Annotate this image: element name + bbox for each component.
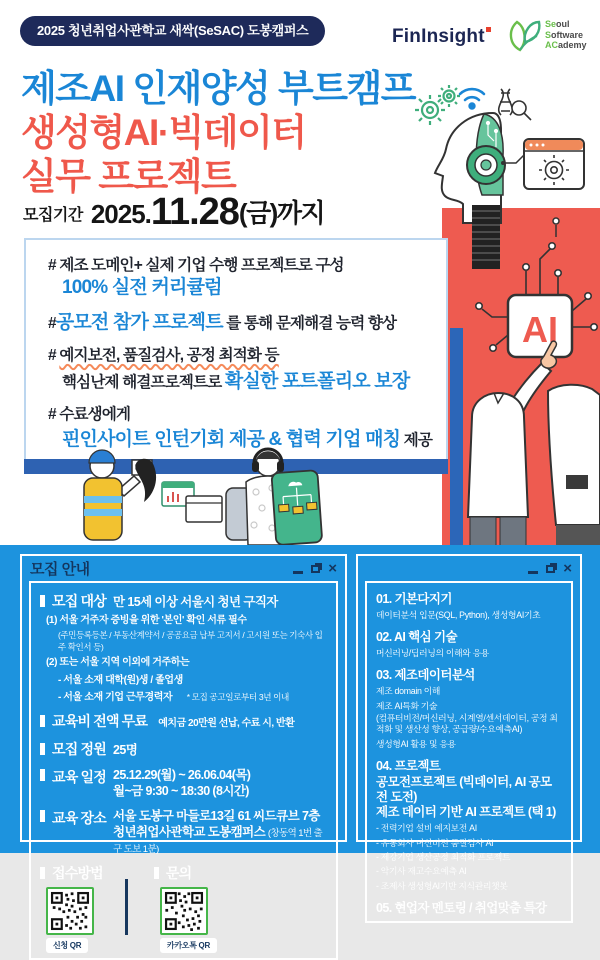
- heading-marker: [40, 595, 45, 607]
- condition-2-note: * 모집 공고일로부터 3년 이내: [186, 692, 289, 702]
- curriculum-item-title3: 제조 데이터 기반 AI 프로젝트 (택 1): [376, 805, 556, 820]
- qr-row: [40, 863, 327, 953]
- fee-heading: 교육비 전액 무료 예치금 20만원 선납, 수료 시, 반환: [40, 711, 327, 731]
- qr-code: [164, 891, 204, 931]
- highlight-4-line2: 핀인사이트 인턴기회 제공 & 협력 기업 매칭 제공: [62, 428, 433, 450]
- qr-divider: [125, 879, 128, 935]
- curriculum-item-title: 04. 프로젝트: [376, 759, 441, 774]
- poster-title-line2: 생성형AI·빅데이터: [21, 112, 306, 153]
- venue-address: 서울 도봉구 마들로13길 61 씨드큐브 7층: [113, 808, 320, 823]
- sesac-wordmark: Seoul Software ACademy: [545, 19, 587, 51]
- highlight-3-line2: 핵심난제 해결프로젝트로 확실한 포트폴리오 보장: [62, 370, 410, 392]
- poster-title-line1: 제조AI 인재양성 부트캠프: [21, 68, 415, 109]
- dna-magnifier-icon: [499, 89, 531, 120]
- curriculum-item-title: 01. 기본다지기: [376, 592, 452, 606]
- recruit-info-window: [20, 554, 347, 951]
- period-year: 2025.: [90, 199, 151, 229]
- venue-campus: 청년취업사관학교 도봉캠퍼스 (창동역 1번 출구 도보 1분): [113, 824, 323, 856]
- curriculum-item-line: - 조제사 생성형AI기반 지식관리챗봇: [376, 880, 508, 891]
- curriculum-item-line: - 악기사 재고수요예측 AI: [376, 866, 467, 877]
- window-titlebar: [22, 556, 345, 581]
- curriculum-item-line: 생성형AI 활용 및 응용: [376, 738, 456, 749]
- period-label: 모집기간: [23, 207, 83, 224]
- contact-heading: 문의: [154, 863, 191, 883]
- highlight-2: #공모전 참가 프로젝트 를 통해 문제해결 능력 향상: [48, 311, 397, 333]
- highlight-1-accent: 100% 실전 커리큘럼: [62, 277, 222, 299]
- curriculum-item-title2: 공모전프로젝트 (빅데이터, AI 공모전 도전): [376, 774, 552, 804]
- tablet: [271, 470, 322, 545]
- blue-stripe: [450, 328, 463, 547]
- schedule-dates: 25.12.29(월) ~ 26.06.04(목): [113, 768, 251, 782]
- condition-2: (2) 또는 서울 지역 이외에 거주하는: [46, 656, 190, 668]
- recruit-period: [23, 190, 325, 233]
- heading-marker: [40, 867, 45, 879]
- curriculum-item-title: 02. AI 핵심 기술: [376, 630, 457, 645]
- window-title: 모집 안내: [30, 561, 90, 578]
- poster-title-line3: 실무 프로젝트: [21, 156, 236, 197]
- venue-note: (창동역 1번 출구 도보 1분): [113, 827, 323, 856]
- qr-code: [50, 891, 90, 931]
- heading-marker: [40, 715, 45, 727]
- quota-heading: 모집 정원 25명: [40, 739, 327, 759]
- restore-icon[interactable]: [546, 565, 555, 573]
- contact-qr-label: 카카오톡 QR: [160, 938, 217, 953]
- apply-qr-label: 신청 QR: [46, 938, 88, 953]
- apply-qr-code[interactable]: [46, 887, 94, 935]
- gear-icon: [415, 85, 460, 125]
- minimize-icon[interactable]: [293, 571, 303, 574]
- target-heading: 모집 대상 만 15세 이상 서울시 청년 구직자: [40, 591, 327, 611]
- mini-window: [186, 496, 222, 522]
- curriculum-content: [365, 581, 573, 923]
- period-day: 11.28: [150, 190, 239, 233]
- venue-row: 교육 장소 서울 도봉구 마들로13길 61 씨드큐브 7층 청년취업사관학교 도봉캠퍼스 (창동역 1번 출구 도보 1분): [40, 808, 327, 857]
- heading-marker: [40, 743, 45, 755]
- circuit-dot: [553, 218, 559, 224]
- sesac-leaves-icon: [505, 16, 541, 54]
- highlight-4: # 수료생에게: [48, 405, 131, 423]
- fininsight-mark-icon: [486, 27, 491, 32]
- highlight-1: # 제조 도메인+ 실제 기업 수행 프로젝트로 구성: [48, 257, 344, 274]
- restore-icon[interactable]: [311, 565, 320, 573]
- curriculum-item-line: 머신러닝/딥러닝의 이해와 응용: [376, 647, 490, 658]
- fininsight-wordmark: FinInsight: [392, 26, 485, 47]
- curriculum-item-line: (컴퓨터비전/머신러닝, 시계열/센서데이터, 공정 최적화 및 생산성 향상, 공급량/수요예측AI): [376, 712, 558, 735]
- apply-heading: 접수방법: [40, 863, 103, 883]
- fininsight-logo: [392, 26, 491, 48]
- period-tail: (금)까지: [238, 198, 325, 228]
- ai-chip-label: AI: [522, 309, 558, 350]
- info-section: [0, 545, 600, 951]
- wifi-icon: [460, 89, 484, 108]
- recruit-info-content: [29, 581, 338, 960]
- highlight-3: # 예지보전, 품질검사, 공정 최적화 등: [48, 346, 279, 364]
- schedule-hours: 월~금 9:30 ~ 18:30 (8시간): [113, 784, 249, 799]
- sesac-logo: [505, 16, 587, 54]
- browser-window-icon: [524, 139, 584, 189]
- curriculum-item-line: 제조 domain 이해: [376, 686, 441, 697]
- curriculum-item-title: 05. 현업자 멘토링 / 취업맞춤 특강: [376, 901, 547, 916]
- contact-column: [154, 863, 217, 953]
- window-titlebar: [358, 556, 580, 581]
- curriculum-item-line: - 전력기업 설비 예지보전 AI: [376, 823, 477, 834]
- heading-marker: [154, 867, 159, 879]
- close-icon[interactable]: ×: [563, 559, 572, 577]
- minimize-icon[interactable]: [528, 571, 538, 574]
- schedule-row: 교육 일정 25.12.29(월) ~ 26.06.04(목) 월~금 9:30 ~ 18:30 (8시간): [40, 767, 327, 800]
- close-icon[interactable]: ×: [328, 559, 337, 577]
- condition-2-sub1: - 서울 소재 대학(원)생 / 졸업생: [58, 675, 183, 686]
- apply-column: [40, 863, 103, 953]
- curriculum-item-line: - 유통회사 머신비전 품질검사 AI: [376, 837, 494, 848]
- contact-qr-code[interactable]: [160, 887, 208, 935]
- heading-marker: [40, 769, 45, 781]
- curriculum-window: [356, 554, 582, 916]
- heading-marker: [40, 810, 45, 822]
- condition-2-sub2: - 서울 소재 기업 근무경력자 * 모집 공고일로부터 3년 이내: [58, 692, 289, 703]
- curriculum-item-line: 데이터분석 입문(SQL, Python), 생성형AI기초: [376, 609, 541, 620]
- curriculum-item-line: - 제강기업 생산공정 최적화 프로젝트: [376, 852, 511, 863]
- person-right-edge: [548, 385, 600, 547]
- people-illustration: [40, 430, 340, 545]
- condition-1-docs: (주민등록등본 / 부동산계약서 / 공공요금 납부 고지서 / 고시원 또는 기숙사 입주 확인서 등): [58, 629, 323, 652]
- campus-badge: 2025 청년취업사관학교 새싹(SeSAC) 도봉캠퍼스: [20, 16, 325, 46]
- curriculum-item-line: 제조 AI특화 기술: [376, 700, 438, 711]
- curriculum-item-title: 03. 제조데이터분석: [376, 668, 475, 683]
- condition-1: (1) 서울 거주자 증빙을 위한 '본인' 확인 서류 필수: [46, 615, 247, 626]
